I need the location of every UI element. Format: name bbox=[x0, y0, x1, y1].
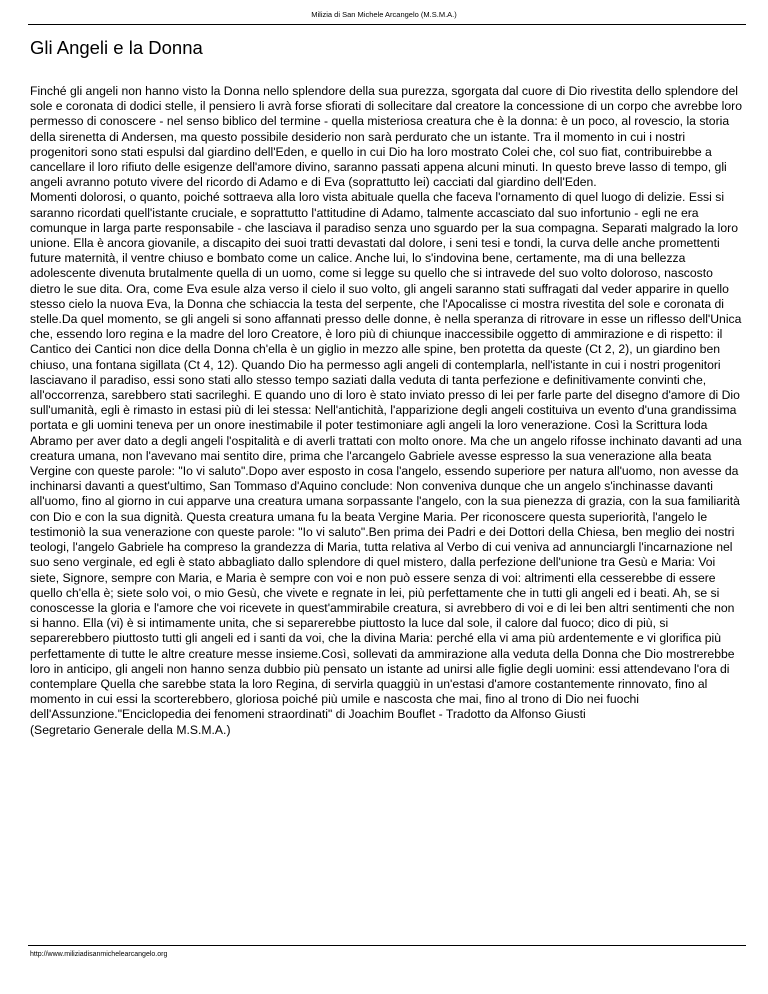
page-title: Gli Angeli e la Donna bbox=[30, 37, 203, 58]
footer-divider bbox=[28, 945, 746, 946]
page-header: Milizia di San Michele Arcangelo (M.S.M.A.) bbox=[311, 10, 457, 19]
article-body: Finché gli angeli non hanno visto la Donna nello splendore della sua purezza, sgorgata dal cuore di Dio rivestita dello splendore del sole e coronata di dodici stelle, il pensiero li avrà forse sfiorati di sollecitare dal creatore la concessione di un corpo che avrebbe loro permesso di conoscere - nel senso biblico del termine - quella misteriosa creatura che è la donna: è un poco, al rovescio, la storia della sirenetta di Andersen, ma questo possibile desiderio non sarà perdurato che un istante. Tra il momento in cui i nostri progenitori sono stati espulsi dal giardino dell'Eden, e quello in cui Dio ha loro mostrato Colei che, col suo fiat, contribuirebbe a cancellare il loro rifiuto delle esigenze dell'amore divino, saranno passati appena alcuni minuti. In questo breve lasso di tempo, gli angeli avranno potuto vivere del ricordo di Adamo e di Eva (soprattutto lei) cacciati dal giardino dell'Eden. Momenti dolorosi, o quanto, poiché sottraeva alla loro vista abituale quella che faceva l'ornamento di quel luogo di delizie. Essi si saranno ricordati quell'istante cruciale, e soprattutto l'attitudine di Adamo, talmente accasciato dal suo infortunio - egli ne era comunque in larga parte responsabile - che lasciava il paradiso senza uno sguardo per la sua compagna. Separati malgrado la loro unione. Ella è ancora giovanile, a discapito dei suoi tratti devastati dal dolore, i seni tesi e tondi, la curva delle anche promettenti future maternità, il ventre chiuso e bombato come un calice. Anche lui, lo s'indovina bene, certamente, ma di una bellezza adolescente divenuta brutalmente quella di un uomo, come si legge su quello che si intravede del suo volto doloroso, nascosto dietro le sue dita. Ora, come Eva esule alza verso il cielo il suo volto, gli angeli saranno stati suffragati dal veder apparire in quello stesso cielo la nuova Eva, la Donna che schiaccia la testa del serpente, che l'Apocalisse ci mostra rivestita del sole e coronata di stelle.Da quel momento, se gli angeli si sono affannati presso delle donne, è nella speranza di ritrovare in esse un riflesso dell'Unica che, essendo loro regina e la madre del loro Creatore, è loro più di chiunque inaccessibile oggetto di ammirazione e di rispetto: il Cantico dei Cantici non dice della Donna ch'ella è un giglio in mezzo alle spine, ben protetta da queste (Ct 2, 2), un giardino ben chiuso, una fontana sigillata (Ct 4, 12). Quando Dio ha permesso agli angeli di contemplarla, nell'istante in cui i nostri progenitori lasciavano il paradiso, essi sono stati allo stesso tempo saziati dalla veduta di tanta perfezione e definitivamente convinti che, all'occorrenza, sarebbero stati sacrileghi. E quando uno di loro è stato inviato presso di lei per farle parte del disegno d'amore di Dio sull'umanità, egli è rimasto in estasi più di lei stessa: Nell'antichità, l'apparizione degli angeli costituiva un evento d'una grandissima portata e gli uomini teneva per un onore inestimabile il poter testimoniare agli angeli la loro venerazione. Così la Scrittura loda Abramo per aver dato a degli angeli l'ospitalità e di averli trattati con molto onore. Ma che un angelo rifosse inchinato davanti ad una creatura umana, non l'avevano mai sentito dire, prima che l'arcangelo Gabriele avesse espresso la sua venerazione alla beata Vergine con queste parole: "Io vi saluto".Dopo aver esposto in cosa l'angelo, essendo superiore per natura all'uomo, non avesse da inchinarsi davanti a quest'ultimo, San Tommaso d'Aquino conclude: Non conveniva dunque che un angelo s'inchinasse davanti all'uomo, fino al giorno in cui apparve una creatura umana sorpassante l'angelo, con la sua pienezza di grazia, con la sua familiarità con Dio e con la sua dignità. Questa creatura umana fu la beata Vergine Maria. Per riconoscere questa superiorità, l'angelo le testimoniò la sua venerazione con queste parole: "Io vi saluto".Ben prima dei Padri e dei Dottori della Chiesa, ben meglio dei nostri teologi, l'angelo Gabriele ha compreso la grandezza di Maria, tutta relativa al Verbo di cui veniva ad annunciargli l'incarnazione nel suo seno verginale, ed egli è stato abbagliato dallo splendore di quel mistero, dalla perfezione dell'unione tra Gesù e Maria: Voi siete, Signore, sempre con Maria, e Maria è sempre con voi e non può essere senza di voi: altrimenti ella cesserebbe di essere quello ch'ella è; siete solo voi, o mio Gesù, che vivete e regnate in lei, più perfettamente che in tutti gli angeli ed i beati. Ah, se si conoscesse la gloria e l'amore che voi ricevete in quest'ammirabile creatura, si avrebbero di voi e di lei ben altri sentimenti che non si hanno. Ella (vi) è si intimamente unita, che si separerebbe piuttosto la luce dal sole, il calore dal fuoco; dico di più, si separerebbero piuttosto tutti gli angeli ed i santi da voi, che la divina Maria: perché ella vi ama più ardentemente e vi glorifica più perfettamente di tutte le altre creature messe insieme.Così, sollevati da ammirazione alla veduta della Donna che Dio mostrerebbe loro in anticipo, gli angeli non hanno senza dubbio più pensato un istante ad unirsi alle figlie degli uomini: essi attendevano l'ora di contemplare Quella che sarebbe stata la loro Regina, di servirla quaggiù in un'estasi d'amore costantemente rinnovato, fino al momento in cui essi la scorterebbero, gloriosa poiché più umile e nascosta che mai, fino al trono di Dio nei fuochi dell'Assunzione."Enciclopedia dei fenomeni straordinati" di Joachim Bouflet - Tradotto da Alfonso Giusti (Segretario Generale della M.S.M.A.) bbox=[30, 84, 742, 737]
footer-url: http://www.miliziadisanmichelearcangelo.org bbox=[30, 951, 168, 958]
header-divider bbox=[28, 24, 746, 25]
